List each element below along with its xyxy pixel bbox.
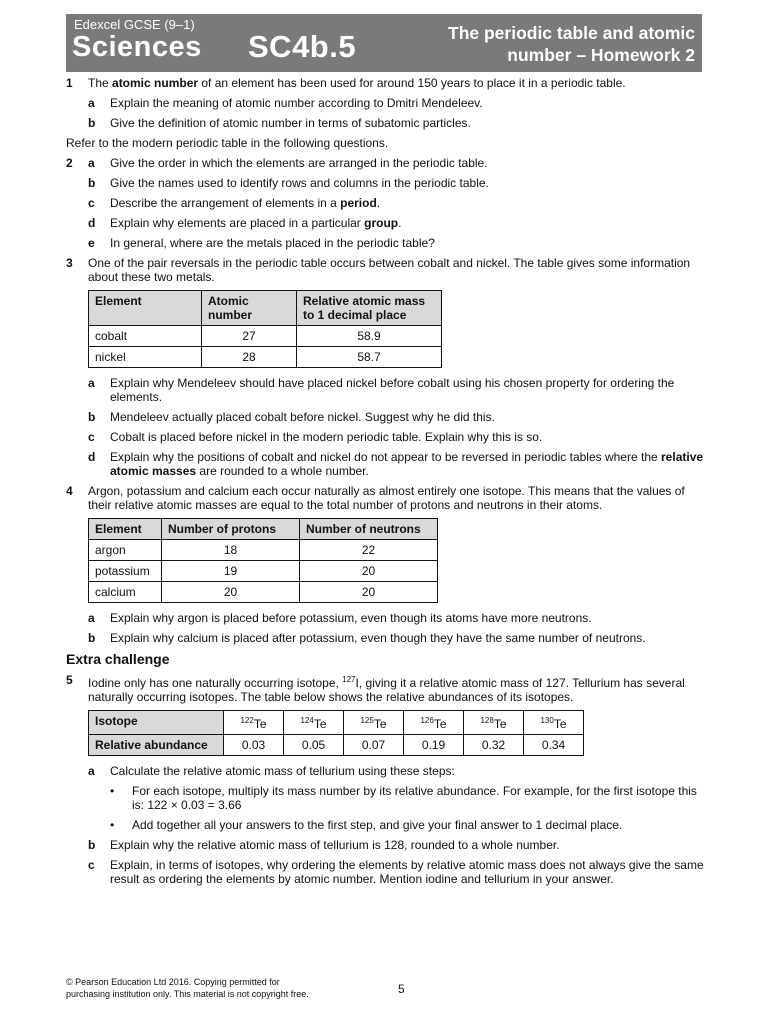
extra-challenge-heading: Extra challenge xyxy=(66,651,170,667)
question-2c: c Describe the arrangement of elements in a period. xyxy=(88,196,381,210)
question-2e: e In general, where are the metals placed in the periodic table? xyxy=(88,236,435,250)
worksheet-header xyxy=(66,14,702,72)
question-3: 3 One of the pair reversals in the periodic table occurs between cobalt and nickel. The table gives some information about these two metals. xyxy=(66,256,691,284)
table-row: calcium 20 20 xyxy=(89,582,438,603)
copyright-footer: © Pearson Education Ltd 2016. Copying permitted for purchasing institution only. This material is not copyright free. xyxy=(66,977,309,999)
table-header: Relative atomic mass to 1 decimal place xyxy=(297,291,442,326)
tellurium-isotope-table: Isotope $^{122}$Te $^{124}$Te $^{125}$Te $^{126}$Te $^{128}$Te $^{130}$Te Relative abundance 0.03 0.05 0.07 0.19 0.32 0.34 xyxy=(88,710,584,756)
question-2a: 2 a Give the order in which the elements are arranged in the periodic table. xyxy=(66,156,488,170)
question-4b: b Explain why calcium is placed after potassium, even though they have the same number of neutrons. xyxy=(88,631,646,645)
question-5c: c Explain, in terms of isotopes, why ordering the elements by relative atomic mass does not always give the same result as ordering the elements by atomic number. Mention iodine and tellurium in your answer. xyxy=(88,858,704,886)
bullet-item: • Add together all your answers to the first step, and give your final answer to 1 decimal place. xyxy=(110,818,623,832)
question-1: 1 The atomic number of an element has been used for around 150 years to place it in a periodic table. xyxy=(66,76,626,90)
question-1a: a Explain the meaning of atomic number according to Dmitri Mendeleev. xyxy=(88,96,483,110)
instruction-text: Refer to the modern periodic table in the following questions. xyxy=(66,136,389,150)
question-5a: a Calculate the relative atomic mass of tellurium using these steps: xyxy=(88,764,455,778)
question-1b: b Give the definition of atomic number in terms of subatomic particles. xyxy=(88,116,471,130)
question-4: 4 Argon, potassium and calcium each occur naturally as almost entirely one isotope. This means that the values of their relative atomic masses are equal to the total number of protons and neutrons in their atoms. xyxy=(66,484,685,512)
bullet-item: • For each isotope, multiply its mass number by its relative abundance. For example, for the first isotope this is: 122 × 0.03 = 3.66 xyxy=(110,784,697,812)
table-row: nickel 28 58.7 xyxy=(89,347,442,368)
question-2d: d Explain why elements are placed in a particular group. xyxy=(88,216,402,230)
question-3b: b Mendeleev actually placed cobalt before nickel. Suggest why he did this. xyxy=(88,410,495,424)
table-row: cobalt 27 58.9 xyxy=(89,326,442,347)
worksheet-body xyxy=(66,76,706,892)
question-3c: c Cobalt is placed before nickel in the modern periodic table. Explain why this is so. xyxy=(88,430,543,444)
table-row: argon 18 22 xyxy=(89,540,438,561)
lesson-code: SC4b.5 xyxy=(248,29,357,64)
table-header: Atomic number xyxy=(202,291,297,326)
question-5: 5 Iodine only has one naturally occurring isotope, $^{127}$I, giving it a relative atomic mass of 127. Tellurium has several naturally occurring isotopes. The table below shows the relative abundances of its isotopes. xyxy=(66,673,685,704)
isotope-protons-table: Element Number of protons Number of neutrons argon 18 22 potassium 19 20 calcium 20 20 xyxy=(88,518,438,603)
question-4a: a Explain why argon is placed before potassium, even though its atoms have more neutrons. xyxy=(88,611,592,625)
table-row: potassium 19 20 xyxy=(89,561,438,582)
question-5b: b Explain why the relative atomic mass of tellurium is 128, rounded to a whole number. xyxy=(88,838,560,852)
brand-subtitle: Edexcel GCSE (9–1) xyxy=(74,17,195,32)
question-3d: d Explain why the positions of cobalt and nickel do not appear to be reversed in periodic tables where the relative atomic masses are rounded to a whole number. xyxy=(88,450,704,478)
brand-title: Sciences xyxy=(72,31,202,63)
question-3a: a Explain why Mendeleev should have placed nickel before cobalt using his chosen property for ordering the elements. xyxy=(88,376,675,404)
page-title: The periodic table and atomic number – Homework 2 xyxy=(448,23,695,65)
question-2b: b Give the names used to identify rows and columns in the periodic table. xyxy=(88,176,489,190)
table-header: Element xyxy=(89,291,202,326)
page-number: 5 xyxy=(398,982,405,996)
cobalt-nickel-table xyxy=(88,290,442,368)
